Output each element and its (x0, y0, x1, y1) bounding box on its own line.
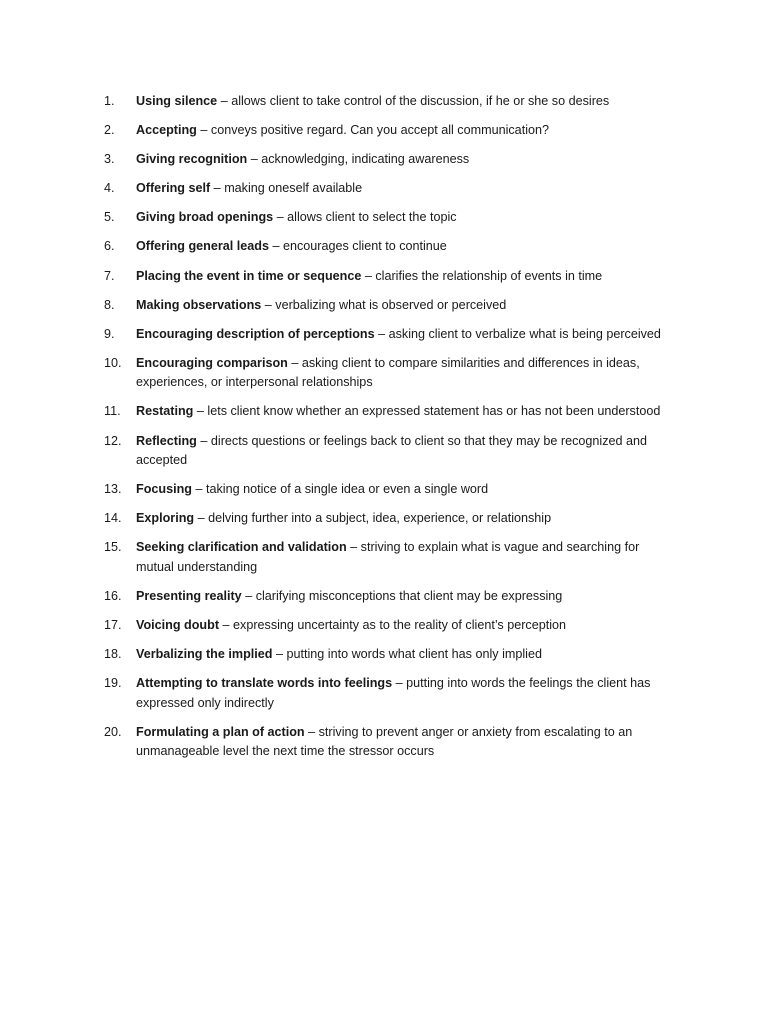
item-term: Accepting (136, 123, 197, 138)
item-term: Attempting to translate words into feelings (136, 676, 393, 691)
item-description: – striving to prevent anger or anxiety from escalating to an unmanageable level the next time the stressor occurs (136, 724, 633, 759)
item-number: 8. (104, 297, 115, 312)
item-number: 6. (104, 239, 115, 254)
list-item (104, 354, 674, 393)
item-description: – asking client to compare similarities and differences in ideas, experiences, or interpersonal relationships (136, 355, 640, 390)
item-text (136, 402, 674, 422)
item-description: – delving further into a subject, idea, experience, or relationship (194, 511, 552, 526)
item-description: – conveys positive regard. Can you accept all communication? (196, 123, 549, 138)
item-text (136, 509, 674, 529)
item-number: 18. (104, 647, 122, 662)
list-item (104, 723, 674, 762)
item-term: Using silence (136, 94, 218, 108)
list-item (104, 150, 674, 170)
item-text (136, 179, 674, 199)
item-text (136, 480, 674, 500)
item-term: Verbalizing the implied (136, 647, 273, 662)
item-term: Offering self (136, 181, 211, 196)
list-item (104, 616, 674, 636)
item-text (136, 150, 674, 170)
item-description: – lets client know whether an expressed statement has or has not been understood (193, 404, 661, 419)
item-text (136, 674, 674, 713)
list-item (104, 208, 674, 228)
item-number: 17. (104, 618, 122, 632)
item-text (136, 723, 674, 762)
item-text (136, 645, 674, 665)
list-item (104, 179, 674, 199)
item-number: 9. (104, 326, 115, 341)
item-number: 11. (104, 404, 121, 419)
item-text (136, 616, 674, 636)
item-description: – clarifying misconceptions that client may be expressing (241, 588, 563, 603)
item-description: – putting into words the feelings the client has expressed only indirectly (136, 676, 651, 710)
item-number: 10. (104, 355, 122, 370)
list-item (104, 121, 674, 141)
list-item (104, 237, 674, 257)
item-description: – making oneself available (210, 181, 363, 196)
list-item (104, 296, 674, 316)
item-text (136, 587, 674, 607)
item-number: 20. (104, 724, 122, 739)
item-term: Focusing (136, 482, 192, 497)
list-item (104, 402, 674, 422)
item-number: 14. (104, 511, 122, 526)
item-number: 2. (104, 123, 115, 138)
item-description: – expressing uncertainty as to the reality of client’s perception (219, 618, 567, 632)
item-description: – directs questions or feelings back to client so that they may be recognized and accepted (136, 433, 648, 468)
item-number: 4. (104, 181, 115, 196)
item-text (136, 325, 674, 345)
item-term: Exploring (136, 511, 195, 526)
item-term: Presenting reality (136, 588, 242, 603)
item-description: – allows client to take control of the discussion, if he or she so desires (217, 94, 610, 108)
techniques-list (104, 92, 674, 771)
list-item (104, 325, 674, 345)
item-term: Encouraging description of perceptions (136, 326, 375, 341)
list-item (104, 432, 674, 471)
item-term: Encouraging comparison (136, 355, 288, 370)
item-text (136, 237, 674, 257)
item-number: 12. (104, 433, 122, 448)
item-text (136, 538, 674, 577)
item-number: 13. (104, 482, 122, 497)
item-text (136, 296, 674, 316)
item-number: 3. (104, 152, 115, 167)
item-text (136, 354, 674, 393)
item-description: – encourages client to continue (268, 239, 447, 254)
item-term: Offering general leads (136, 239, 269, 254)
item-description: – asking client to verbalize what is being perceived (374, 326, 661, 341)
item-description: – taking notice of a single idea or even a single word (191, 482, 489, 497)
item-text (136, 92, 674, 112)
item-term: Giving recognition (136, 152, 248, 167)
list-item (104, 480, 674, 500)
item-description: – clarifies the relationship of events in time (361, 268, 603, 283)
list-item (104, 645, 674, 665)
item-description: – allows client to select the topic (273, 210, 457, 225)
item-description: – striving to explain what is vague and searching for mutual understanding (136, 540, 640, 574)
item-term: Formulating a plan of action (136, 724, 305, 739)
item-number: 19. (104, 676, 122, 691)
item-number: 7. (104, 268, 115, 283)
list-item (104, 674, 674, 713)
item-text (136, 208, 674, 228)
list-item (104, 509, 674, 529)
item-text (136, 267, 674, 287)
item-description: – acknowledging, indicating awareness (247, 152, 470, 167)
list-item (104, 587, 674, 607)
item-text (136, 432, 674, 471)
item-term: Seeking clarification and validation (136, 540, 347, 555)
item-number: 16. (104, 588, 122, 603)
item-description: – putting into words what client has only implied (272, 647, 542, 662)
item-number: 15. (104, 540, 122, 555)
list-item (104, 267, 674, 287)
item-text (136, 121, 674, 141)
item-term: Giving broad openings (136, 210, 274, 225)
item-number: 1. (104, 94, 115, 108)
item-term: Placing the event in time or sequence (136, 268, 362, 283)
item-term: Reflecting (136, 433, 197, 448)
item-term: Voicing doubt (136, 618, 220, 632)
item-number: 5. (104, 210, 115, 225)
item-term: Restating (136, 404, 194, 419)
list-item (104, 538, 674, 577)
item-description: – verbalizing what is observed or perceived (261, 297, 507, 312)
item-term: Making observations (136, 297, 262, 312)
list-item (104, 92, 674, 112)
